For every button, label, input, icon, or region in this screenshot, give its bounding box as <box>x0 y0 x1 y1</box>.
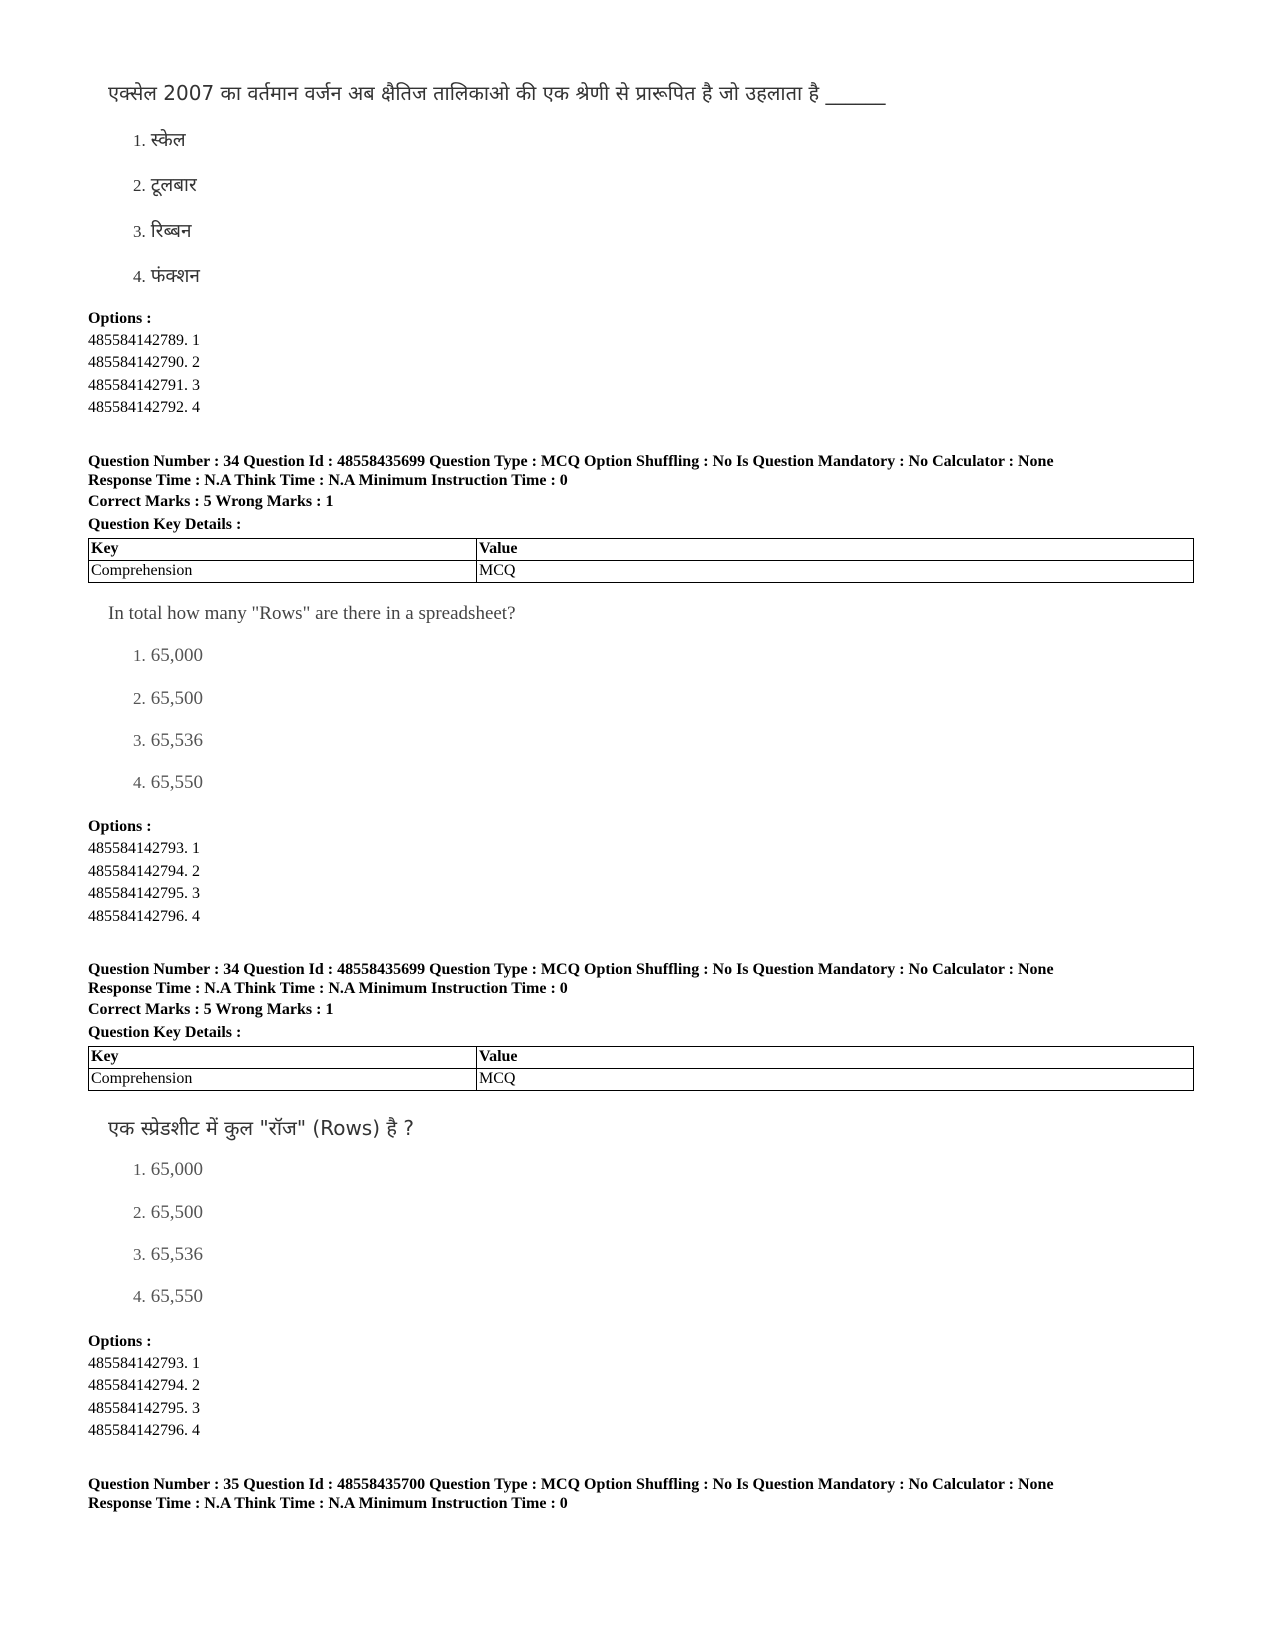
table-header-row <box>89 539 1194 561</box>
answer-choice: 2. 65,500 <box>133 688 203 709</box>
key-details-label: Question Key Details : <box>88 516 242 533</box>
option-id-line: 485584142793. 1 <box>88 840 200 857</box>
option-id-line: 485584142792. 4 <box>88 399 200 416</box>
question-stem: एक स्प्रेडशीट में कुल "रॉज" (Rows) है ? <box>108 1116 414 1140</box>
marks-line: Correct Marks : 5 Wrong Marks : 1 <box>88 493 334 510</box>
option-id-line: 485584142791. 3 <box>88 377 200 394</box>
options-label: Options : <box>88 310 152 327</box>
answer-choice: 3. रिब्बन <box>133 220 192 242</box>
table-header-value: Value <box>477 1047 1194 1069</box>
question-meta-line: Response Time : N.A Think Time : N.A Minimum Instruction Time : 0 <box>88 980 568 997</box>
answer-choice: 2. टूलबार <box>133 174 197 196</box>
question-meta-line: Question Number : 35 Question Id : 48558435700 Question Type : MCQ Option Shuffling : No Is Question Mandatory : No Calculator : None <box>88 1476 1054 1493</box>
question-meta <box>88 452 1198 490</box>
option-id-line: 485584142796. 4 <box>88 908 200 925</box>
options-label: Options : <box>88 1333 152 1350</box>
table-row <box>89 561 1194 583</box>
answer-choice: 1. 65,000 <box>133 1159 203 1180</box>
option-id-line: 485584142795. 3 <box>88 885 200 902</box>
table-header-key: Key <box>89 1047 477 1069</box>
question-stem: In total how many "Rows" are there in a spreadsheet? <box>108 603 516 624</box>
option-id-line: 485584142796. 4 <box>88 1422 200 1439</box>
table-row <box>89 1069 1194 1091</box>
table-header-key: Key <box>89 539 477 561</box>
answer-choice: 2. 65,500 <box>133 1202 203 1223</box>
answer-choice: 3. 65,536 <box>133 730 203 751</box>
question-meta-line: Question Number : 34 Question Id : 48558435699 Question Type : MCQ Option Shuffling : No Is Question Mandatory : No Calculator : None <box>88 453 1054 470</box>
question-meta <box>88 1475 1198 1513</box>
question-meta <box>88 960 1198 998</box>
option-id-line: 485584142790. 2 <box>88 354 200 371</box>
answer-choice: 1. 65,000 <box>133 645 203 666</box>
table-header-value: Value <box>477 539 1194 561</box>
table-cell-value: MCQ <box>477 1069 1194 1091</box>
answer-choice: 4. फंक्शन <box>133 265 200 287</box>
table-cell-key: Comprehension <box>89 1069 477 1091</box>
option-id-line: 485584142794. 2 <box>88 1377 200 1394</box>
question-key-table <box>88 1046 1194 1091</box>
question-meta-line: Response Time : N.A Think Time : N.A Minimum Instruction Time : 0 <box>88 1495 568 1512</box>
option-id-line: 485584142795. 3 <box>88 1400 200 1417</box>
option-id-line: 485584142794. 2 <box>88 863 200 880</box>
question-stem: एक्सेल 2007 का वर्तमान वर्जन अब क्षैतिज तालिकाओ की एक श्रेणी से प्रारूपित है जो उहलाता है ______ <box>108 81 886 105</box>
question-meta-line: Response Time : N.A Think Time : N.A Minimum Instruction Time : 0 <box>88 472 568 489</box>
option-id-line: 485584142793. 1 <box>88 1355 200 1372</box>
answer-choice: 4. 65,550 <box>133 1286 203 1307</box>
question-meta-line: Question Number : 34 Question Id : 48558435699 Question Type : MCQ Option Shuffling : No Is Question Mandatory : No Calculator : None <box>88 961 1054 978</box>
table-cell-key: Comprehension <box>89 561 477 583</box>
answer-choice: 3. 65,536 <box>133 1244 203 1265</box>
answer-choice: 1. स्केल <box>133 129 186 151</box>
question-key-table <box>88 538 1194 583</box>
marks-line: Correct Marks : 5 Wrong Marks : 1 <box>88 1001 334 1018</box>
option-id-line: 485584142789. 1 <box>88 332 200 349</box>
table-cell-value: MCQ <box>477 561 1194 583</box>
key-details-label: Question Key Details : <box>88 1024 242 1041</box>
options-label: Options : <box>88 818 152 835</box>
table-header-row <box>89 1047 1194 1069</box>
answer-choice: 4. 65,550 <box>133 772 203 793</box>
